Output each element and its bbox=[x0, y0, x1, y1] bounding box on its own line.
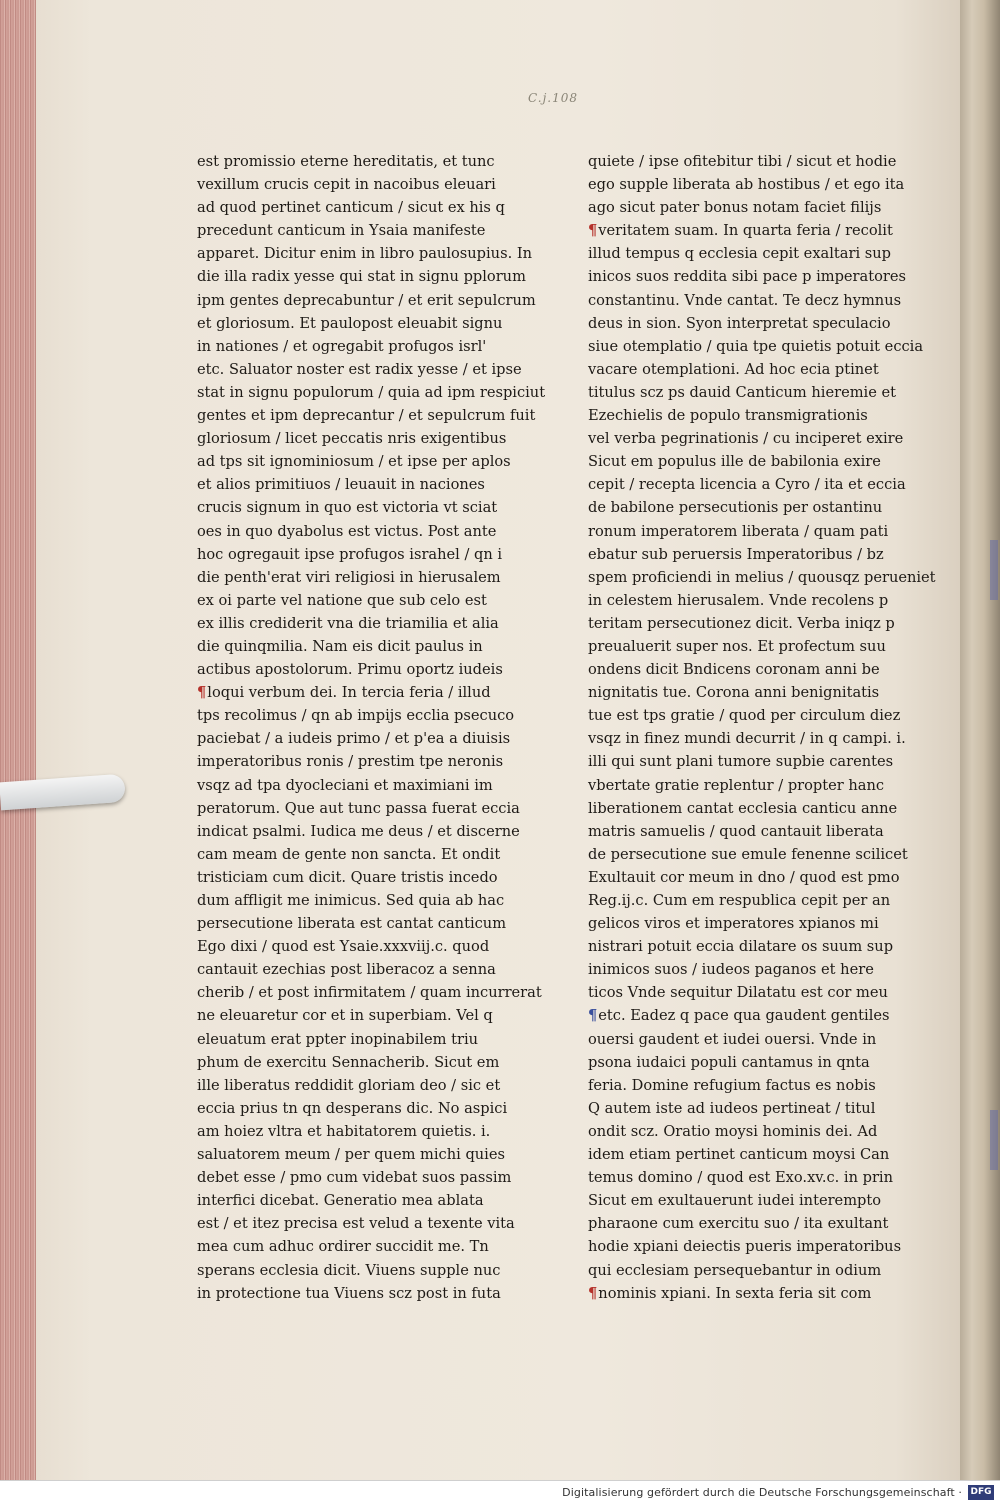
line-text: peratorum. Que aut tunc passa fuerat eccia bbox=[197, 799, 520, 817]
line-text: Q autem iste ad iudeos pertineat / titul bbox=[588, 1099, 876, 1117]
line-text: nignitatis tue. Corona anni benignitatis bbox=[588, 684, 880, 702]
text-line bbox=[588, 219, 913, 242]
text-line bbox=[197, 935, 517, 958]
text-line bbox=[588, 750, 913, 773]
line-text: loqui verbum dei. In tercia feria / illud bbox=[207, 684, 491, 702]
line-text: preualuerit super nos. Et profectum suu bbox=[588, 637, 886, 655]
text-line bbox=[197, 381, 546, 404]
line-text: est promissio eterne hereditatis, et tunc bbox=[197, 153, 495, 170]
text-line bbox=[588, 797, 913, 820]
line-text: gelicos viros et imperatores xpianos mi bbox=[588, 915, 879, 933]
text-line bbox=[197, 889, 517, 912]
line-text: Sicut em populus ille de babilonia exire bbox=[588, 453, 881, 471]
text-line bbox=[197, 612, 517, 635]
text-line bbox=[197, 981, 542, 1004]
line-text: ago sicut pater bonus notam faciet filijs bbox=[588, 199, 882, 217]
text-line bbox=[197, 1282, 517, 1305]
text-line bbox=[588, 1143, 913, 1166]
line-text: ne eleuaretur cor et in superbiam. Vel q bbox=[197, 1007, 493, 1025]
text-line bbox=[588, 866, 913, 889]
line-text: pharaone cum exercitu suo / ita exultant bbox=[588, 1215, 889, 1233]
text-line bbox=[197, 1166, 517, 1189]
text-line bbox=[197, 1028, 517, 1051]
line-text: de babilone persecutionis per ostantinu bbox=[588, 499, 883, 517]
text-line bbox=[588, 774, 913, 797]
line-text: saluatorem meum / per quem michi quies bbox=[197, 1146, 505, 1164]
text-line bbox=[197, 473, 517, 496]
line-text: idem etiam pertinet canticum moysi Can bbox=[588, 1146, 890, 1164]
text-line bbox=[588, 843, 913, 866]
line-text: actibus apostolorum. Primu oportz iudeis bbox=[197, 661, 503, 679]
line-text: in celestem hierusalem. Vnde recolens p bbox=[588, 591, 889, 609]
line-text: ticos Vnde sequitur Dilatatu est cor meu bbox=[588, 984, 888, 1002]
line-text: liberationem cantat ecclesia canticu anne bbox=[588, 799, 898, 817]
line-text: eccia prius tn qn desperans dic. No aspici bbox=[197, 1099, 508, 1117]
pilcrow-mark: ¶ bbox=[197, 684, 207, 702]
text-line bbox=[588, 820, 913, 843]
text-line bbox=[588, 173, 913, 196]
line-text: dum affligit me inimicus. Sed quia ab hac bbox=[197, 892, 505, 909]
text-line bbox=[197, 1212, 517, 1235]
line-text: titulus scz ps dauid Canticum hieremie et bbox=[588, 383, 896, 401]
line-text: illud tempus q ecclesia cepit exaltari sup bbox=[588, 245, 891, 263]
text-line bbox=[197, 1051, 517, 1074]
line-text: in protectione tua Viuens scz post in futa bbox=[197, 1284, 501, 1302]
line-text: ad tps sit ignominiosum / et ipse per aplos bbox=[197, 453, 511, 471]
line-text: vsqz ad tpa dyocleciani et maximiani im bbox=[197, 776, 493, 794]
text-line bbox=[197, 219, 517, 242]
line-text: sperans ecclesia dicit. Viuens supple nuc bbox=[197, 1261, 501, 1279]
text-line bbox=[588, 1282, 913, 1305]
text-line bbox=[588, 935, 913, 958]
text-line bbox=[588, 981, 913, 1004]
text-line bbox=[588, 312, 913, 335]
line-text: nistrari potuit eccia dilatare os suum sup bbox=[588, 938, 894, 956]
line-text: precedunt canticum in Ysaia manifeste bbox=[197, 222, 486, 240]
line-text: vel verba pegrinationis / cu inciperet exire bbox=[588, 430, 904, 448]
pencil-shelfmark: C.j.108 bbox=[528, 91, 579, 105]
text-line bbox=[588, 289, 913, 312]
line-text: et alios primitiuos / leuauit in naciones bbox=[197, 476, 485, 494]
line-text: psona iudaici populi cantamus in qnta bbox=[588, 1053, 870, 1071]
line-text: ebatur sub peruersis Imperatoribus / bz bbox=[588, 545, 884, 563]
line-text: hoc ogregauit ipse profugos israhel / qn i bbox=[197, 545, 503, 563]
line-text: imperatoribus ronis / prestim tpe neronis bbox=[197, 753, 504, 771]
line-text: am hoiez vltra et habitatorem quietis. i. bbox=[197, 1122, 491, 1140]
line-text: oes in quo dyabolus est victus. Post ante bbox=[197, 522, 497, 540]
line-text: Sicut em exultauerunt iudei interempto bbox=[588, 1192, 882, 1210]
dfg-logo: DFG bbox=[968, 1485, 994, 1500]
text-line bbox=[197, 427, 517, 450]
text-line bbox=[588, 1235, 913, 1258]
text-line bbox=[197, 265, 526, 288]
page-edge-left bbox=[0, 0, 36, 1480]
line-text: Exultauit cor meum in dno / quod est pmo bbox=[588, 868, 900, 886]
line-text: stat in signu populorum / quia ad ipm respiciut bbox=[197, 383, 546, 401]
page-tab-marker bbox=[990, 540, 998, 600]
text-line bbox=[197, 289, 536, 312]
line-text: interfici dicebat. Generatio mea ablata bbox=[197, 1192, 484, 1210]
line-text: ondens dicit Bndicens coronam anni be bbox=[588, 661, 880, 679]
text-line bbox=[197, 774, 517, 797]
text-line bbox=[588, 427, 913, 450]
line-text: die penth'erat viri religiosi in hierusalem bbox=[197, 568, 501, 586]
line-text: et gloriosum. Et paulopost eleuabit signu bbox=[197, 314, 503, 332]
text-line bbox=[588, 473, 913, 496]
line-text: tps recolimus / qn ab impijs ecclia psecuco bbox=[197, 707, 515, 725]
text-line bbox=[197, 1004, 517, 1027]
text-line bbox=[197, 543, 517, 566]
text-line bbox=[588, 496, 913, 519]
text-line bbox=[197, 196, 517, 219]
line-text: Ego dixi / quod est Ysaie.xxxviij.c. quod bbox=[197, 938, 490, 956]
line-text: persecutione liberata est cantat canticum bbox=[197, 915, 507, 933]
line-text: gentes et ipm deprecantur / et sepulcrum fuit bbox=[197, 407, 536, 425]
text-line bbox=[197, 1189, 517, 1212]
text-line bbox=[197, 1143, 517, 1166]
page-edge-right bbox=[960, 0, 1000, 1480]
text-line bbox=[197, 1097, 517, 1120]
text-line bbox=[588, 1097, 913, 1120]
text-line bbox=[588, 658, 913, 681]
line-text: cepit / recepta licencia a Cyro / ita et eccia bbox=[588, 476, 906, 494]
text-line bbox=[588, 404, 913, 427]
line-text: inimicos suos / iudeos paganos et here bbox=[588, 961, 874, 979]
line-text: phum de exercitu Sennacherib. Sicut em bbox=[197, 1053, 500, 1071]
text-line bbox=[588, 958, 913, 981]
text-line bbox=[588, 589, 913, 612]
line-text: veritatem suam. In quarta feria / recolit bbox=[598, 222, 893, 240]
text-line bbox=[197, 635, 517, 658]
text-line bbox=[588, 612, 913, 635]
text-line bbox=[588, 704, 913, 727]
line-text: etc. Saluator noster est radix yesse / et ipse bbox=[197, 360, 522, 378]
text-column-left bbox=[197, 150, 546, 1305]
text-line bbox=[588, 681, 913, 704]
line-text: quiete / ipse ofitebitur tibi / sicut et hodie bbox=[588, 153, 897, 170]
line-text: vacare otemplationi. Ad hoc ecia ptinet bbox=[588, 360, 879, 378]
text-line bbox=[197, 173, 517, 196]
text-column-right bbox=[588, 150, 936, 1305]
text-line bbox=[197, 820, 520, 843]
pilcrow-mark: ¶ bbox=[588, 1284, 598, 1302]
line-text: crucis signum in quo est victoria vt sciat bbox=[197, 499, 498, 517]
text-line bbox=[588, 242, 913, 265]
line-text: apparet. Dicitur enim in libro paulosupius. In bbox=[197, 245, 533, 263]
line-text: cam meam de gente non sancta. Et ondit bbox=[197, 845, 501, 863]
text-line bbox=[197, 1120, 517, 1143]
text-line bbox=[588, 265, 913, 288]
line-text: ex oi parte vel natione que sub celo est bbox=[197, 591, 487, 609]
text-line bbox=[588, 150, 913, 173]
line-text: ille liberatus reddidit gloriam deo / sic et bbox=[197, 1076, 501, 1094]
text-line bbox=[197, 658, 517, 681]
line-text: ego supple liberata ab hostibus / et ego ita bbox=[588, 176, 905, 194]
text-line bbox=[588, 635, 913, 658]
text-line bbox=[588, 520, 913, 543]
text-line bbox=[588, 543, 913, 566]
text-line bbox=[197, 566, 517, 589]
line-text: constantinu. Vnde cantat. Te decz hymnus bbox=[588, 291, 902, 309]
line-text: de persecutione sue emule fenenne scilicet bbox=[588, 845, 908, 863]
text-line bbox=[197, 242, 533, 265]
text-line bbox=[197, 150, 517, 173]
text-line bbox=[588, 381, 913, 404]
text-line bbox=[588, 912, 913, 935]
text-line bbox=[588, 727, 913, 750]
text-line bbox=[588, 1004, 913, 1027]
line-text: etc. Eadez q pace qua gaudent gentiles bbox=[598, 1007, 890, 1025]
line-text: vbertate gratie replentur / propter hanc bbox=[588, 776, 885, 794]
text-line bbox=[197, 335, 517, 358]
funding-credit: Digitalisierung gefördert durch die Deutsche Forschungsgemeinschaft · bbox=[562, 1486, 962, 1499]
text-line bbox=[588, 450, 913, 473]
footer-bar bbox=[0, 1480, 1000, 1506]
line-text: spem proficiendi in melius / quousqz perueniet bbox=[588, 568, 936, 586]
text-line bbox=[197, 312, 517, 335]
text-line bbox=[197, 404, 536, 427]
line-text: ipm gentes deprecabuntur / et erit sepulcrum bbox=[197, 291, 536, 309]
text-line bbox=[197, 496, 517, 519]
line-text: vsqz in finez mundi decurrit / in q campi. i. bbox=[588, 730, 906, 748]
line-text: paciebat / a iudeis primo / et p'ea a diuisis bbox=[197, 730, 511, 748]
line-text: deus in sion. Syon interpretat speculacio bbox=[588, 314, 891, 332]
line-text: siue otemplatio / quia tpe quietis potuit eccia bbox=[588, 337, 924, 355]
pilcrow-mark: ¶ bbox=[588, 222, 598, 240]
text-line bbox=[197, 1235, 517, 1258]
line-text: tue est tps gratie / quod per circulum diez bbox=[588, 707, 901, 725]
line-text: teritam persecutionez dicit. Verba iniqz p bbox=[588, 614, 895, 632]
text-line bbox=[588, 1028, 913, 1051]
pilcrow-mark: ¶ bbox=[588, 1007, 598, 1025]
line-text: matris samuelis / quod cantauit liberata bbox=[588, 822, 884, 840]
line-text: ouersi gaudent et iudei ouersi. Vnde in bbox=[588, 1030, 877, 1048]
line-text: indicat psalmi. Iudica me deus / et discerne bbox=[197, 822, 520, 840]
text-line bbox=[588, 1212, 913, 1235]
line-text: temus domino / quod est Exo.xv.c. in prin bbox=[588, 1169, 893, 1187]
text-line bbox=[197, 750, 517, 773]
text-line bbox=[197, 866, 517, 889]
text-line bbox=[588, 1051, 913, 1074]
line-text: cherib / et post infirmitatem / quam incurrerat bbox=[197, 984, 542, 1002]
page-tab-marker bbox=[990, 1110, 998, 1170]
line-text: hodie xpiani deiectis pueris imperatoribus bbox=[588, 1238, 902, 1256]
line-text: inicos suos reddita sibi pace p imperatores bbox=[588, 268, 906, 286]
text-line bbox=[588, 1074, 913, 1097]
text-line bbox=[197, 797, 520, 820]
line-text: debet esse / pmo cum videbat suos passim bbox=[197, 1169, 512, 1187]
text-line bbox=[588, 196, 913, 219]
text-line bbox=[197, 1074, 517, 1097]
text-line bbox=[588, 889, 913, 912]
line-text: die quinqmilia. Nam eis dicit paulus in bbox=[197, 637, 483, 655]
line-text: ad quod pertinet canticum / sicut ex his q bbox=[197, 199, 505, 217]
text-line bbox=[588, 335, 924, 358]
text-line bbox=[197, 450, 517, 473]
line-text: illi qui sunt plani tumore supbie carentes bbox=[588, 753, 894, 771]
text-line bbox=[197, 912, 517, 935]
line-text: vexillum crucis cepit in nacoibus eleuari bbox=[197, 176, 496, 194]
text-line bbox=[197, 727, 517, 750]
line-text: ronum imperatorem liberata / quam pati bbox=[588, 522, 889, 540]
line-text: Ezechielis de populo transmigrationis bbox=[588, 407, 868, 425]
line-text: ondit scz. Oratio moysi hominis dei. Ad bbox=[588, 1122, 878, 1140]
text-line bbox=[197, 958, 517, 981]
text-line bbox=[588, 1120, 913, 1143]
line-text: eleuatum erat ppter inopinabilem triu bbox=[197, 1030, 479, 1048]
text-line bbox=[588, 1259, 913, 1282]
text-line bbox=[588, 1166, 913, 1189]
line-text: nominis xpiani. In sexta feria sit com bbox=[598, 1284, 872, 1302]
line-text: feria. Domine refugium factus es nobis bbox=[588, 1076, 876, 1094]
line-text: die illa radix yesse qui stat in signu pplorum bbox=[197, 268, 526, 286]
line-text: cantauit ezechias post liberacoz a senna bbox=[197, 961, 496, 979]
text-line bbox=[197, 1259, 517, 1282]
line-text: mea cum adhuc ordirer succidit me. Tn bbox=[197, 1238, 489, 1256]
text-line bbox=[197, 520, 517, 543]
line-text: gloriosum / licet peccatis nris exigentibus bbox=[197, 430, 507, 448]
text-line bbox=[197, 589, 517, 612]
line-text: qui ecclesiam persequebantur in odium bbox=[588, 1261, 882, 1279]
line-text: ex illis crediderit vna die triamilia et alia bbox=[197, 614, 499, 632]
text-line bbox=[588, 1189, 913, 1212]
text-line bbox=[197, 843, 517, 866]
line-text: in nationes / et ogregabit profugos isrl' bbox=[197, 337, 487, 355]
text-line bbox=[588, 358, 913, 381]
line-text: est / et itez precisa est velud a texente vita bbox=[197, 1215, 515, 1233]
line-text: Reg.ij.c. Cum em respublica cepit per an bbox=[588, 892, 891, 909]
text-line bbox=[197, 358, 522, 381]
text-line bbox=[197, 681, 517, 704]
text-line bbox=[197, 704, 517, 727]
line-text: tristiciam cum dicit. Quare tristis incedo bbox=[197, 868, 498, 886]
text-line bbox=[588, 566, 936, 589]
